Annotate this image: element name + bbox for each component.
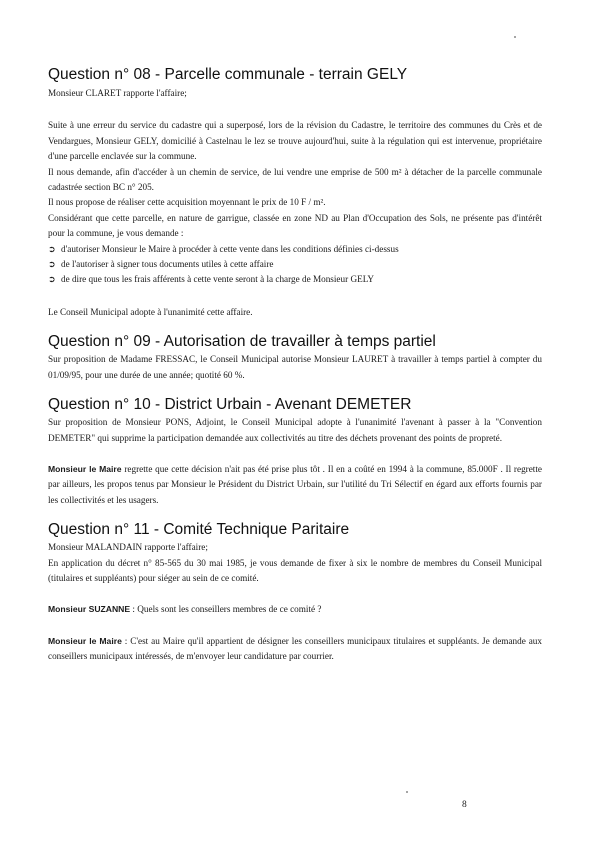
speaker-name: Monsieur le Maire [48,463,122,474]
speaker-text: : Quels sont les conseillers membres de ce comité ? [130,604,322,615]
section-title-q10: Question n° 10 - District Urbain - Avenant DEMETER [48,396,412,414]
speaker-name: Monsieur SUZANNE [48,604,131,615]
speaker-name: Monsieur le Maire [48,635,122,646]
body-paragraph: En application du décret n° 85-565 du 30 mai 1985, je vous demande de fixer à six le nombre de membres du Conseil Municipal (titulaires et suppléants) pour siéger au sein de ce comité. [48,557,542,583]
bullet-item [48,272,542,287]
scan-speck [514,36,516,38]
arrow-bullet-icon: ➲ [48,259,56,270]
body-paragraph: Considérant que cette parcelle, en nature de garrigue, classée en zone ND au Plan d'Occupation des Sols, ne présente pas d'intérêt pour la commune, je vous demande : [48,212,542,239]
bullet-item [48,257,542,272]
bullet-text: d'autoriser Monsieur le Maire à procéder à cette vente dans les conditions définies ci-dessus [61,243,399,254]
speaker-text: regrette que cette décision n'ait pas été prise plus tôt . Il en a coûté en 1994 à la commune, 85.000F . Il regrette par ailleurs, les propos tenus par Monsieur le Président du District Urbain, sur l'utilité du Tri Sélectif en égard aux efforts fournis par les collectivités et les usagers. [48,463,542,505]
page-content [48,66,542,665]
section-title-q11: Question n° 11 - Comité Technique Paritaire [48,521,350,539]
speaker-text: : C'est au Maire qu'il appartient de désigner les conseillers municipaux titulaires et suppléants. Je demande aux conseillers municipaux intéressés, de m'envoyer leur candidature par courrier. [48,635,542,662]
section-title-q08: Question n° 08 - Parcelle communale - terrain GELY [48,66,408,83]
scan-speck [406,791,408,793]
bullet-item [48,242,542,257]
body-paragraph: Il nous demande, afin d'accéder à un chemin de service, de lui vendre une emprise de 500 m² à détacher de la parcelle communale cadastrée section BC n° 205. [48,166,542,193]
rapporteur-line: Monsieur CLARET rapporte l'affaire; [48,88,187,98]
arrow-bullet-icon: ➲ [48,274,56,285]
body-paragraph: Il nous propose de réaliser cette acquisition moyennant le prix de 10 F / m². [48,197,326,208]
page-number: 8 [462,800,467,810]
body-paragraph: Sur proposition de Monsieur PONS, Adjoint, le Conseil Municipal adopte à l'unanimité l'avenant à passer à la "Convention DEMETER" qui supprime la participation demandée aux collectivités au titre des déchets provenant des points de propreté. [48,417,542,443]
rapporteur-line: Monsieur MALANDAIN rapporte l'affaire; [48,542,208,553]
section-title-q09: Question n° 09 - Autorisation de travailler à temps partiel [48,333,436,351]
bullet-text: de l'autoriser à signer tous documents utiles à cette affaire [61,259,274,270]
speaker-paragraph [48,634,542,665]
speaker-paragraph [48,602,542,617]
conclusion-line: Le Conseil Municipal adopte à l'unanimité cette affaire. [48,306,253,317]
bullet-text: de dire que tous les frais afférents à cette vente seront à la charge de Monsieur GELY [61,274,375,285]
arrow-bullet-icon: ➲ [48,243,56,254]
body-paragraph: Suite à une erreur du service du cadastre qui a superposé, lors de la révision du Cadastre, le territoire des communes du Crès et de Vendargues, Monsieur GELY, domicilié à Castelnau le lez se trouve aujourd'hui, suite à la régulation qui est intervenue, propriétaire d'une parcelle enclavée sur la commune. [48,120,542,162]
body-paragraph: Sur proposition de Madame FRESSAC, le Conseil Municipal autorise Monsieur LAURET à travailler à temps partiel à compter du 01/09/95, pour une durée de une année; quotité 60 %. [48,354,542,380]
speaker-paragraph [48,462,542,508]
